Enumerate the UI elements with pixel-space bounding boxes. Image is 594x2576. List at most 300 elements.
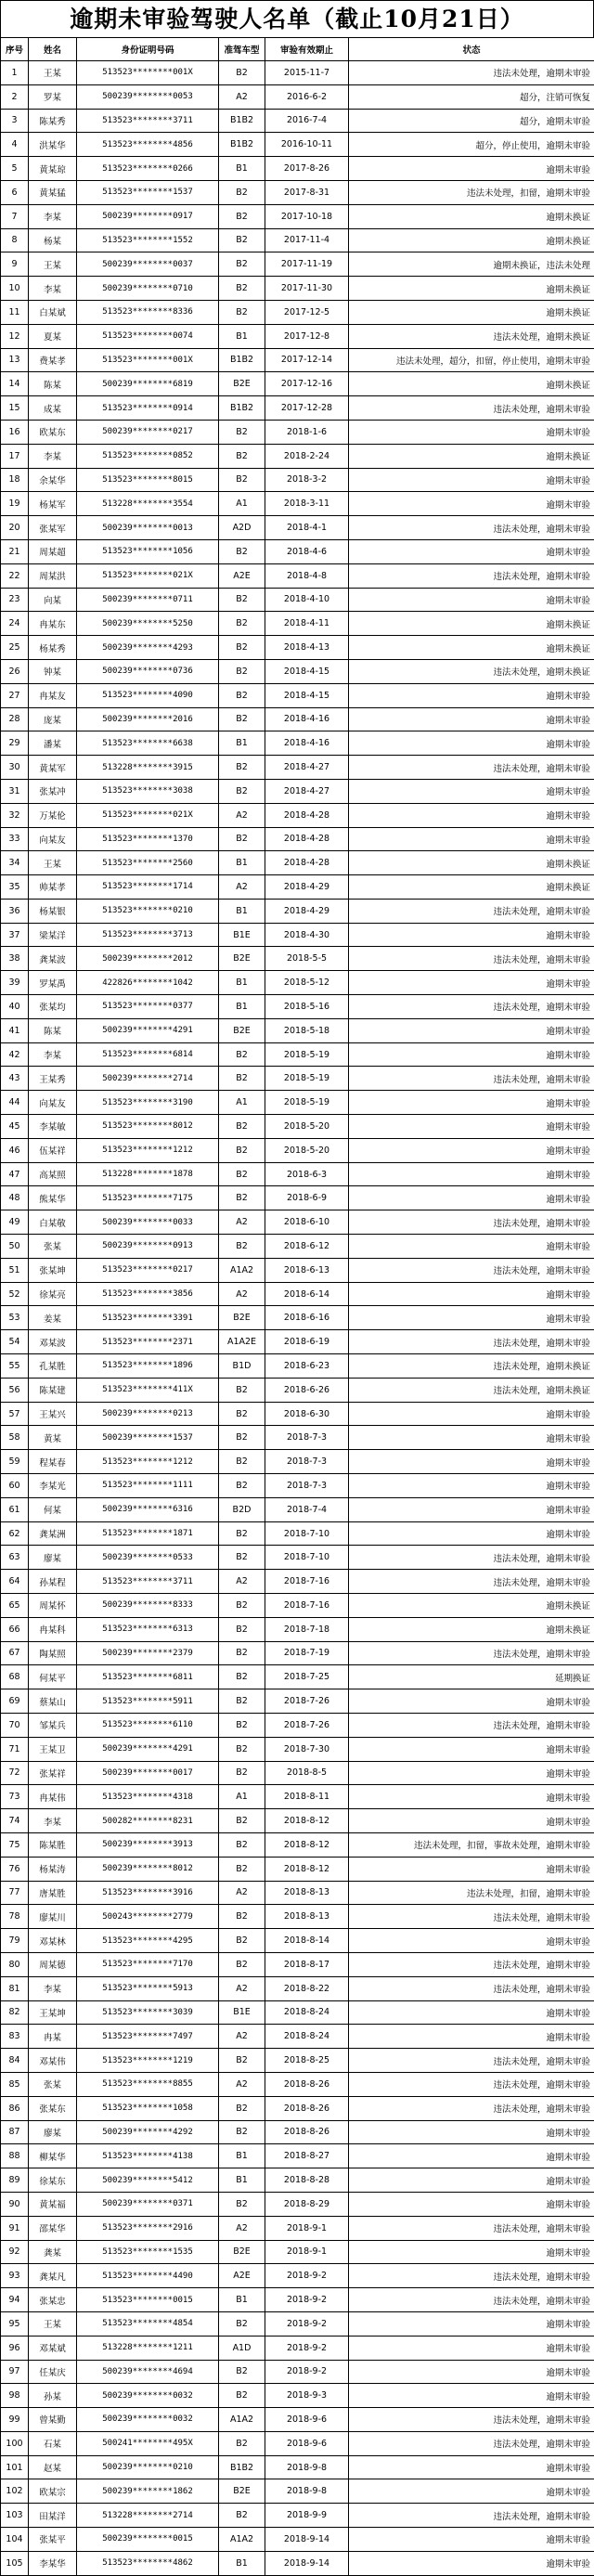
cell-seq: 37 (1, 923, 29, 947)
cell-status: 逾期未审验 (349, 1785, 594, 1809)
table-row (1, 300, 594, 324)
cell-expiry: 2017-11-4 (265, 228, 349, 252)
cell-expiry: 2018-9-14 (265, 2528, 349, 2552)
cell-name: 任某庆 (29, 2360, 77, 2384)
cell-seq: 65 (1, 1594, 29, 1618)
cell-name: 程某春 (29, 1450, 77, 1474)
cell-class: B2 (219, 2431, 265, 2455)
table-row (1, 899, 594, 923)
cell-seq: 44 (1, 1091, 29, 1115)
table-row (1, 1713, 594, 1737)
cell-id: 513523********6313 (77, 1617, 219, 1641)
table-row (1, 1067, 594, 1091)
cell-seq: 51 (1, 1258, 29, 1282)
cell-seq: 34 (1, 851, 29, 875)
cell-name: 田某洋 (29, 2504, 77, 2528)
cell-seq: 30 (1, 756, 29, 780)
cell-id: 513523********1714 (77, 875, 219, 900)
cell-status: 违法未处理，逾期未审验 (349, 2431, 594, 2455)
table-row (1, 827, 594, 851)
cell-name: 李某 (29, 1976, 77, 2000)
cell-name: 欧某宗 (29, 2479, 77, 2504)
cell-id: 513523********3713 (77, 923, 219, 947)
cell-name: 廖某 (29, 2120, 77, 2144)
cell-seq: 29 (1, 731, 29, 756)
cell-id: 513523********2560 (77, 851, 219, 875)
cell-expiry: 2018-6-30 (265, 1402, 349, 1426)
cell-status: 违法未处理，逾期未审验 (349, 2504, 594, 2528)
cell-id: 513523********2371 (77, 1330, 219, 1354)
cell-id: 513523********3190 (77, 1091, 219, 1115)
header-expiry: 审验有效期止 (265, 38, 349, 61)
cell-id: 500239********0917 (77, 204, 219, 228)
cell-name: 王某 (29, 851, 77, 875)
cell-name: 白某斌 (29, 300, 77, 324)
cell-id: 513523********7497 (77, 2025, 219, 2049)
table-row (1, 1952, 594, 1976)
cell-class: B2 (219, 707, 265, 731)
cell-name: 夏某 (29, 324, 77, 348)
cell-class: B2 (219, 1115, 265, 1139)
cell-status: 逾期未换证 (349, 1594, 594, 1618)
cell-class: B1 (219, 971, 265, 995)
cell-class: B2 (219, 252, 265, 277)
cell-class: A2 (219, 84, 265, 109)
cell-expiry: 2018-6-12 (265, 1235, 349, 1259)
table-row (1, 1570, 594, 1594)
cell-class: B2 (219, 180, 265, 204)
cell-id: 513523********1058 (77, 2096, 219, 2120)
cell-id: 513523********5911 (77, 1689, 219, 1714)
cell-id: 500239********4293 (77, 636, 219, 660)
cell-name: 伍某祥 (29, 1138, 77, 1162)
table-row (1, 1330, 594, 1354)
cell-seq: 79 (1, 1929, 29, 1953)
cell-class: B2 (219, 1042, 265, 1067)
cell-id: 500239********0013 (77, 516, 219, 540)
cell-seq: 21 (1, 539, 29, 563)
cell-id: 500239********2714 (77, 1067, 219, 1091)
cell-name: 张某军 (29, 516, 77, 540)
cell-seq: 36 (1, 899, 29, 923)
cell-id: 513523********8012 (77, 1115, 219, 1139)
cell-status: 违法未处理，逾期未审验 (349, 1210, 594, 1235)
table-row (1, 277, 594, 301)
cell-id: 500239********0210 (77, 2455, 219, 2479)
cell-expiry: 2018-4-13 (265, 636, 349, 660)
cell-class: B2 (219, 468, 265, 492)
cell-id: 513523********0217 (77, 1258, 219, 1282)
cell-expiry: 2018-8-5 (265, 1761, 349, 1785)
cell-status: 违法未处理，逾期未审验 (349, 516, 594, 540)
cell-name: 李某 (29, 1042, 77, 1067)
cell-expiry: 2017-12-16 (265, 372, 349, 396)
cell-seq: 80 (1, 1952, 29, 1976)
cell-id: 513228********3915 (77, 756, 219, 780)
cell-expiry: 2018-7-3 (265, 1450, 349, 1474)
table-row (1, 2360, 594, 2384)
cell-status: 违法未处理，逾期未审验 (349, 2408, 594, 2432)
cell-seq: 27 (1, 683, 29, 707)
cell-seq: 31 (1, 779, 29, 803)
cell-status: 逾期未换证 (349, 444, 594, 468)
cell-seq: 22 (1, 563, 29, 588)
cell-name: 周某洪 (29, 563, 77, 588)
cell-status: 违法未处理，逾期未换证 (349, 324, 594, 348)
cell-id: 513523********6110 (77, 1713, 219, 1737)
cell-seq: 75 (1, 1832, 29, 1857)
table-row (1, 1497, 594, 1521)
cell-expiry: 2018-8-22 (265, 1976, 349, 2000)
cell-status: 逾期未审验 (349, 923, 594, 947)
cell-class: B2 (219, 1929, 265, 1953)
cell-class: A2 (219, 2216, 265, 2240)
cell-seq: 19 (1, 492, 29, 516)
cell-class: A1 (219, 492, 265, 516)
cell-class: B2 (219, 444, 265, 468)
cell-status: 逾期未审验 (349, 1521, 594, 1546)
cell-name: 陈某秀 (29, 109, 77, 133)
cell-status: 逾期未审验 (349, 1450, 594, 1474)
cell-status: 违法未处理，逾期未审验 (349, 61, 594, 85)
cell-id: 513523********6811 (77, 1665, 219, 1689)
cell-status: 逾期未审验 (349, 157, 594, 181)
cell-class: B1 (219, 899, 265, 923)
cell-expiry: 2017-11-19 (265, 252, 349, 277)
table-row (1, 1210, 594, 1235)
table-row (1, 1905, 594, 1929)
table-row (1, 756, 594, 780)
cell-seq: 59 (1, 1450, 29, 1474)
cell-id: 500239********0711 (77, 588, 219, 612)
cell-seq: 84 (1, 2049, 29, 2073)
cell-expiry: 2018-8-24 (265, 2000, 349, 2025)
cell-expiry: 2018-5-19 (265, 1091, 349, 1115)
cell-expiry: 2018-7-10 (265, 1521, 349, 1546)
cell-class: A2 (219, 1881, 265, 1905)
cell-id: 513523********0210 (77, 899, 219, 923)
table-row (1, 2264, 594, 2288)
cell-status: 逾期未审验 (349, 1809, 594, 1833)
cell-class: B2 (219, 228, 265, 252)
cell-status: 违法未处理，扣留，事故未处理，逾期未审验 (349, 1832, 594, 1857)
cell-expiry: 2018-5-5 (265, 947, 349, 971)
table-row (1, 109, 594, 133)
cell-name: 陈某 (29, 1018, 77, 1042)
table-row (1, 1617, 594, 1641)
cell-expiry: 2018-4-29 (265, 899, 349, 923)
cell-class: A2E (219, 2264, 265, 2288)
cell-name: 张某坤 (29, 1258, 77, 1282)
table-row (1, 1186, 594, 1210)
cell-status: 逾期未审验 (349, 492, 594, 516)
cell-seq: 88 (1, 2144, 29, 2168)
table-row (1, 2025, 594, 2049)
cell-name: 周某德 (29, 1952, 77, 1976)
cell-name: 洪某华 (29, 133, 77, 157)
cell-class: B2 (219, 2120, 265, 2144)
cell-name: 曾某勤 (29, 2408, 77, 2432)
cell-name: 庞某 (29, 707, 77, 731)
cell-id: 513228********1878 (77, 1162, 219, 1186)
cell-seq: 99 (1, 2408, 29, 2432)
cell-seq: 97 (1, 2360, 29, 2384)
cell-seq: 32 (1, 803, 29, 827)
cell-name: 石某 (29, 2431, 77, 2455)
cell-id: 513523********1212 (77, 1450, 219, 1474)
cell-name: 张某均 (29, 995, 77, 1019)
cell-id: 500239********3913 (77, 1832, 219, 1857)
cell-status: 逾期未审验 (349, 1282, 594, 1306)
cell-seq: 92 (1, 2240, 29, 2264)
cell-id: 500239********1862 (77, 2479, 219, 2504)
cell-class: B2 (219, 1402, 265, 1426)
cell-id: 513523********0852 (77, 444, 219, 468)
cell-id: 513228********2714 (77, 2504, 219, 2528)
table-row (1, 2049, 594, 2073)
cell-id: 500239********0913 (77, 1235, 219, 1259)
table-body (1, 61, 594, 2576)
cell-id: 513523********6638 (77, 731, 219, 756)
table-row (1, 2096, 594, 2120)
table-row (1, 324, 594, 348)
cell-status: 逾期未审验 (349, 1162, 594, 1186)
cell-expiry: 2018-7-3 (265, 1474, 349, 1498)
cell-class: B2D (219, 1497, 265, 1521)
cell-seq: 74 (1, 1809, 29, 1833)
cell-id: 513228********3554 (77, 492, 219, 516)
cell-expiry: 2016-10-11 (265, 133, 349, 157)
cell-expiry: 2018-8-24 (265, 2025, 349, 2049)
cell-status: 逾期未换证 (349, 1617, 594, 1641)
cell-seq: 49 (1, 1210, 29, 1235)
cell-status: 逾期未审验 (349, 2120, 594, 2144)
cell-name: 唐某胜 (29, 1881, 77, 1905)
cell-name: 罗某 (29, 84, 77, 109)
cell-class: A2D (219, 516, 265, 540)
cell-class: B2E (219, 947, 265, 971)
table-row (1, 1809, 594, 1833)
cell-expiry: 2017-8-26 (265, 157, 349, 181)
cell-id: 500239********2016 (77, 707, 219, 731)
cell-seq: 70 (1, 1713, 29, 1737)
cell-expiry: 2018-8-25 (265, 2049, 349, 2073)
cell-status: 逾期未审验 (349, 2528, 594, 2552)
cell-name: 徐某亮 (29, 1282, 77, 1306)
cell-class: B1 (219, 851, 265, 875)
header-id: 身份证明号码 (77, 38, 219, 61)
cell-expiry: 2018-9-9 (265, 2504, 349, 2528)
table-row (1, 1929, 594, 1953)
cell-id: 513523********3039 (77, 2000, 219, 2025)
cell-seq: 102 (1, 2479, 29, 2504)
table-row (1, 2504, 594, 2528)
cell-seq: 73 (1, 1785, 29, 1809)
cell-status: 逾期未审验 (349, 2479, 594, 2504)
cell-status: 逾期未审验 (349, 2336, 594, 2360)
cell-id: 513523********1552 (77, 228, 219, 252)
cell-expiry: 2018-8-12 (265, 1809, 349, 1833)
cell-id: 513523********1370 (77, 827, 219, 851)
cell-id: 513523********3711 (77, 109, 219, 133)
cell-expiry: 2018-4-16 (265, 707, 349, 731)
cell-status: 逾期未换证 (349, 612, 594, 636)
cell-id: 500239********0015 (77, 2528, 219, 2552)
cell-status: 逾期未审验 (349, 2025, 594, 2049)
cell-expiry: 2018-9-1 (265, 2240, 349, 2264)
table-row (1, 1115, 594, 1139)
cell-status: 逾期未审验 (349, 1091, 594, 1115)
cell-seq: 45 (1, 1115, 29, 1139)
cell-status: 逾期未审验 (349, 707, 594, 731)
cell-expiry: 2018-8-27 (265, 2144, 349, 2168)
cell-expiry: 2018-7-26 (265, 1713, 349, 1737)
cell-class: B2 (219, 1761, 265, 1785)
cell-status: 违法未处理，逾期未审验 (349, 756, 594, 780)
cell-seq: 54 (1, 1330, 29, 1354)
cell-class: B2 (219, 1474, 265, 1498)
cell-status: 逾期未换证 (349, 300, 594, 324)
cell-id: 500243********2779 (77, 1905, 219, 1929)
cell-status: 逾期未换证 (349, 875, 594, 900)
cell-class: A1 (219, 1785, 265, 1809)
table-row (1, 348, 594, 372)
cell-name: 邓某林 (29, 1929, 77, 1953)
cell-expiry: 2018-5-18 (265, 1018, 349, 1042)
cell-status: 逾期未审验 (349, 588, 594, 612)
cell-seq: 89 (1, 2168, 29, 2193)
cell-name: 熊某华 (29, 1186, 77, 1210)
cell-name: 王某兴 (29, 1402, 77, 1426)
cell-expiry: 2018-8-13 (265, 1905, 349, 1929)
cell-status: 违法未处理，逾期未审验 (349, 1905, 594, 1929)
table-row (1, 2288, 594, 2312)
cell-status: 逾期未审验 (349, 1186, 594, 1210)
cell-class: B2E (219, 2240, 265, 2264)
cell-id: 513523********4854 (77, 2311, 219, 2336)
cell-name: 何某平 (29, 1665, 77, 1689)
cell-expiry: 2015-11-7 (265, 61, 349, 85)
table-row (1, 252, 594, 277)
cell-status: 超分，停止使用，逾期未审验 (349, 133, 594, 157)
cell-class: B2 (219, 1905, 265, 1929)
cell-expiry: 2018-9-2 (265, 2336, 349, 2360)
cell-expiry: 2018-9-6 (265, 2408, 349, 2432)
cell-expiry: 2018-4-8 (265, 563, 349, 588)
cell-status: 逾期未审验 (349, 1857, 594, 1881)
cell-class: B1B2 (219, 2455, 265, 2479)
cell-class: B1B2 (219, 133, 265, 157)
table-row (1, 1378, 594, 1402)
cell-expiry: 2018-9-14 (265, 2551, 349, 2575)
cell-expiry: 2018-5-19 (265, 1042, 349, 1067)
cell-status: 违法未处理，扣留，逾期未审验 (349, 1881, 594, 1905)
cell-id: 500239********5412 (77, 2168, 219, 2193)
cell-class: B2 (219, 612, 265, 636)
header-seq: 序号 (1, 38, 29, 61)
cell-expiry: 2018-7-16 (265, 1594, 349, 1618)
cell-expiry: 2017-8-31 (265, 180, 349, 204)
cell-expiry: 2018-4-30 (265, 923, 349, 947)
cell-id: 500239********0033 (77, 1210, 219, 1235)
cell-class: B2E (219, 2479, 265, 2504)
cell-status: 逾期未换证 (349, 372, 594, 396)
cell-expiry: 2018-7-3 (265, 1426, 349, 1450)
cell-expiry: 2017-12-8 (265, 324, 349, 348)
table-row (1, 1737, 594, 1761)
cell-name: 龚某凡 (29, 2264, 77, 2288)
cell-name: 邓某伟 (29, 2049, 77, 2073)
cell-class: A1A2 (219, 2408, 265, 2432)
cell-expiry: 2018-7-26 (265, 1689, 349, 1714)
cell-seq: 100 (1, 2431, 29, 2455)
cell-seq: 40 (1, 995, 29, 1019)
cell-name: 张某冲 (29, 779, 77, 803)
table-row (1, 1521, 594, 1546)
cell-expiry: 2018-4-1 (265, 516, 349, 540)
cell-name: 杨某银 (29, 899, 77, 923)
cell-id: 513523********5913 (77, 1976, 219, 2000)
cell-name: 黄某琼 (29, 157, 77, 181)
cell-id: 513523********021X (77, 563, 219, 588)
cell-status: 逾期未审验 (349, 2168, 594, 2193)
cell-name: 徐某东 (29, 2168, 77, 2193)
cell-name: 王某坤 (29, 2000, 77, 2025)
cell-class: B1B2 (219, 109, 265, 133)
cell-expiry: 2018-6-26 (265, 1378, 349, 1402)
cell-seq: 50 (1, 1235, 29, 1259)
cell-expiry: 2018-8-29 (265, 2192, 349, 2216)
cell-expiry: 2018-4-27 (265, 756, 349, 780)
cell-seq: 15 (1, 396, 29, 421)
cell-class: B2 (219, 1162, 265, 1186)
cell-seq: 7 (1, 204, 29, 228)
cell-expiry: 2018-4-15 (265, 659, 349, 683)
cell-seq: 61 (1, 1497, 29, 1521)
cell-class: A2 (219, 1570, 265, 1594)
cell-expiry: 2018-6-10 (265, 1210, 349, 1235)
cell-id: 500239********0032 (77, 2408, 219, 2432)
cell-name: 白某敬 (29, 1210, 77, 1235)
cell-class: B2 (219, 1186, 265, 1210)
cell-status: 超分，逾期未审验 (349, 109, 594, 133)
cell-seq: 23 (1, 588, 29, 612)
cell-id: 500239********0032 (77, 2384, 219, 2408)
cell-expiry: 2018-4-27 (265, 779, 349, 803)
cell-class: B2 (219, 1521, 265, 1546)
cell-name: 邹某兵 (29, 1713, 77, 1737)
cell-id: 500239********0710 (77, 277, 219, 301)
cell-id: 513523********8015 (77, 468, 219, 492)
cell-status: 延期换证 (349, 1665, 594, 1689)
cell-seq: 98 (1, 2384, 29, 2408)
cell-seq: 26 (1, 659, 29, 683)
cell-id: 513523********1537 (77, 180, 219, 204)
cell-class: B2 (219, 1832, 265, 1857)
table-row (1, 396, 594, 421)
cell-expiry: 2018-7-4 (265, 1497, 349, 1521)
cell-name: 向某友 (29, 1091, 77, 1115)
table-row (1, 731, 594, 756)
cell-name: 廖某 (29, 1546, 77, 1570)
cell-expiry: 2018-7-10 (265, 1546, 349, 1570)
cell-expiry: 2018-3-11 (265, 492, 349, 516)
cell-id: 500239********2012 (77, 947, 219, 971)
cell-id: 500239********8333 (77, 1594, 219, 1618)
cell-expiry: 2018-6-23 (265, 1354, 349, 1379)
table-row (1, 2144, 594, 2168)
cell-id: 513523********0266 (77, 157, 219, 181)
